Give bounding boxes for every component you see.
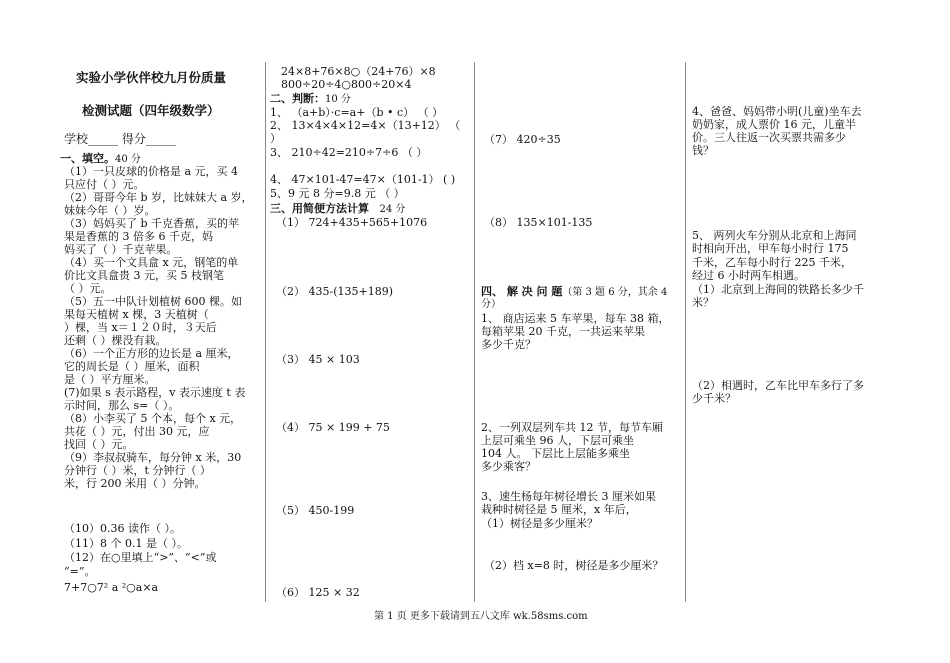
- fill-line-16: 它的周长是（ ）厘米，面积: [64, 360, 200, 373]
- calc-line-5: （5） 450-199: [276, 504, 355, 517]
- section4-title: 四、 解 决 问 题: [481, 285, 563, 298]
- judge-line-1: 1、 （a+b）·c=a+（b • c） （ ）: [270, 106, 444, 119]
- calc-line-1: （1） 724+435+565+1076: [276, 216, 428, 229]
- exam-title-line1: 实验小学伙伴校九月份质量: [76, 70, 227, 85]
- problem4-line-1: 4、爸爸、妈妈带小明(儿童)坐车去: [692, 105, 862, 118]
- problem3-line-3: （1）树径是多少厘米？: [481, 517, 598, 530]
- section1-points: 40 分: [115, 154, 141, 165]
- problem4-line-3: 价。三人往返一次买票共需多少: [692, 131, 846, 144]
- fill-line-7: 妈买了（ ）千克苹果。: [64, 243, 178, 256]
- fill-line-14: 还剩（ ）棵没有栽。: [64, 334, 167, 347]
- fill-line-22: 找回（ ）元。: [64, 438, 134, 451]
- judge-line-2: 2、 13×4×4×12=4×（13+12） （: [270, 119, 461, 132]
- fill-line-2: 只应付（ ）元。: [64, 178, 145, 191]
- section3-points: 24 分: [379, 204, 406, 215]
- section1-title: 一、填空。: [60, 152, 115, 165]
- problem2-line-2: 上层可乘坐 96 人，下层可乘坐: [481, 434, 634, 447]
- judge-line-4: 3、 210÷42=210÷7÷6 （ ）: [270, 146, 428, 159]
- fill-line-6: 果是香蕉的 3 倍多 6 千克，妈: [64, 230, 213, 243]
- fill-line-5: （3）妈妈买了 b 千克香蕉，买的苹: [64, 217, 240, 230]
- fill-line-24: 分钟行（ ）米，t 分钟行（ ）: [64, 464, 211, 477]
- compare-line-2: 800÷20÷4○800÷20×4: [281, 78, 412, 91]
- fill-line-17: 是（ ）平方厘米。: [64, 373, 156, 386]
- fill-line-26: （10）0.36 读作（ ）。: [64, 522, 181, 535]
- column-divider-3: [685, 62, 686, 602]
- problem5-line-4: 经过 6 小时两车相遇。: [692, 269, 805, 282]
- problem5b-line-2: 少千米？: [692, 392, 736, 405]
- section4-note: （第 3 题 6 分，其余 4: [562, 287, 668, 298]
- section2-title: 二、判断：: [270, 92, 325, 105]
- school-score-line: 学校_____ 得分_____: [64, 132, 176, 146]
- judge-line-5: 4、 47×101-47=47×（101-1） ( ): [270, 173, 456, 186]
- fill-line-8: （4）买一个文具盒 x 元，钢笔的单: [64, 256, 239, 269]
- fill-line-25: 米，行 200 米用（ ）分钟。: [64, 477, 206, 490]
- fill-line-4: 妹妹今年（ ）岁。: [64, 204, 156, 217]
- fill-line-21: 共花（ ）元，付出 30 元，应: [64, 425, 210, 438]
- problem4-line-2: 奶奶家，成人票价 16 元，儿童半: [692, 118, 856, 131]
- problem2-line-3: 104 人。 下层比上层能多乘坐: [481, 447, 630, 460]
- fill-line-10: （ ）元。: [64, 282, 112, 295]
- calc-line-6: （6） 125 × 32: [276, 586, 360, 599]
- section3-heading: [270, 202, 405, 216]
- calc-line-3: （3） 45 × 103: [276, 353, 360, 366]
- section3-title: 三、用简便方法计算: [270, 202, 369, 215]
- section2-points: 10 分: [325, 94, 351, 105]
- fill-line-30: 7+7○7² a ²○a×a: [64, 581, 159, 594]
- problem2-line-4: 多少乘客？: [481, 460, 536, 473]
- problem1-line-1: 1、 商店运来 5 车苹果，每车 38 箱，: [481, 312, 670, 325]
- column-divider-2: [474, 62, 475, 602]
- fill-line-15: （6）一个正方形的边长是 a 厘米，: [64, 347, 239, 360]
- section2-heading: [270, 92, 351, 106]
- column-divider-1: [265, 62, 266, 602]
- calc-line-4: （4） 75 × 199 + 75: [276, 421, 390, 434]
- fill-line-12: 果每天植树 x 棵，3 天植树（: [64, 308, 209, 321]
- problem3-line-1: 3、速生杨每年树径增长 3 厘米如果: [481, 490, 656, 503]
- fill-line-28: （12）在○里填上“>”、“<”或: [64, 551, 217, 564]
- fill-line-13: ）棵，当 x＝１２０时，３天后: [64, 321, 217, 334]
- calc-item-7: （7） 420÷35: [484, 133, 561, 146]
- fill-line-11: （5）五一中队计划植树 600 棵。如: [64, 295, 242, 308]
- problem3-line-2: 栽种时树径是 5 厘米，x 年后，: [481, 503, 637, 516]
- problem-3-part2: （2）档 x=8 时，树径是多少厘米？: [484, 559, 664, 572]
- exam-title-line2: 检测试题（四年级数学）: [82, 103, 220, 118]
- problem2-line-1: 2、一列双层列车共 12 节，每节车厢: [481, 421, 663, 434]
- calc-line-2: （2） 435-(135+189): [276, 285, 393, 298]
- fill-line-29: “=”。: [64, 565, 96, 578]
- problem5b-line-1: （2）相遇时，乙车比甲车多行了多: [692, 379, 864, 392]
- compare-line-1: 24×8+76×8○（24+76）×8: [281, 65, 436, 78]
- calc-item-8: （8） 135×101-135: [484, 216, 593, 229]
- section1-heading: [60, 152, 141, 166]
- fill-line-27: （11）8 个 0.1 是（ ）。: [64, 537, 188, 550]
- problem5-line-5: （1）北京到上海间的铁路长多少千: [692, 283, 864, 296]
- fill-line-3: （2）哥哥今年 b 岁，比妹妹大 a 岁，: [64, 191, 253, 204]
- judge-line-3: ）: [270, 132, 281, 145]
- problem5-line-1: 5、 两列火车分别从北京和上海同: [692, 229, 857, 242]
- fill-line-23: （9）李叔叔骑车，每分钟 x 米，30: [64, 451, 242, 464]
- problem1-line-3: 多少千克？: [481, 338, 536, 351]
- fill-line-1: （1）一只皮球的价格是 a 元，买 4: [64, 165, 239, 178]
- fill-line-18: (7)如果 s 表示路程，v 表示速度 t 表: [64, 386, 246, 399]
- problem5-line-2: 时相向开出，甲车每小时行 175: [692, 242, 849, 255]
- problem1-line-2: 每箱苹果 20 千克，一共运来苹果: [481, 325, 645, 338]
- fill-line-19: 示时间，那么 s=（ ）。: [64, 399, 180, 412]
- section4-note-cont: 分）: [481, 299, 501, 310]
- problem5-line-6: 米？: [692, 296, 714, 309]
- problem5-line-3: 千米，乙车每小时行 225 千米，: [692, 256, 852, 269]
- fill-line-9: 价比文具盒贵 3 元，买 5 枝钢笔: [64, 269, 224, 282]
- section4-heading: [481, 285, 667, 299]
- page-footer: 第 1 页 更多下载请到五八文库 wk.58sms.com: [374, 611, 588, 622]
- judge-line-6: 5、9 元 8 分=9.8 元 （ ）: [270, 187, 405, 200]
- fill-line-20: （8）小李买了 5 个本，每个 x 元，: [64, 412, 242, 425]
- problem4-line-4: 钱？: [692, 144, 714, 157]
